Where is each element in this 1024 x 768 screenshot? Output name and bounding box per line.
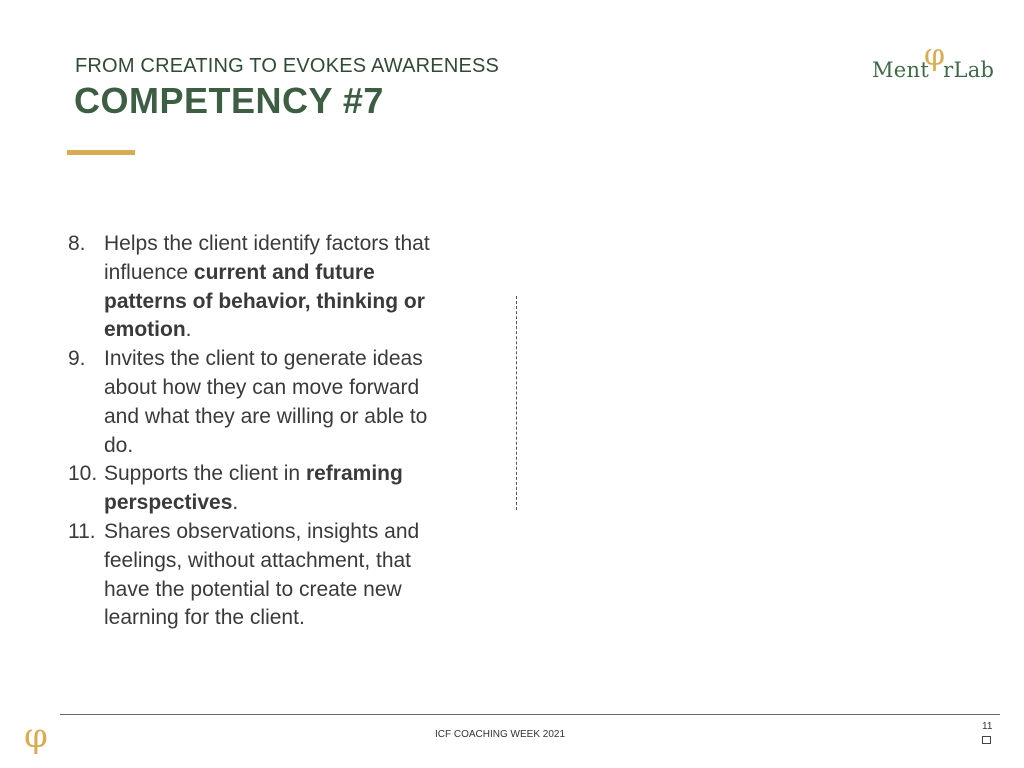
list-item: [68, 345, 458, 460]
list-item-text: Supports the client in: [104, 462, 306, 486]
page-icon: [982, 736, 991, 744]
list-item-text: .: [185, 318, 192, 342]
list-item-number: 10.: [68, 462, 98, 486]
list-item-number: 9.: [68, 347, 86, 371]
footer-event-label: ICF COACHING WEEK 2021: [435, 729, 566, 740]
logo-text-left: Ment: [872, 58, 930, 82]
list-item-bold-text: reframing perspectives: [104, 462, 403, 515]
footer-divider: [60, 714, 1000, 715]
logo-text-right: rLab: [943, 58, 995, 82]
accent-bar: [67, 150, 135, 155]
list-item-bold-text: current and future patterns of behavior, thinking or emotion: [104, 260, 425, 342]
list-item-text: Invites the client to generate ideas about how they can move forward and what they are willing or able to do.: [104, 347, 428, 457]
list-item-number: 8.: [68, 232, 86, 255]
list-item: [68, 460, 458, 518]
list-item-number: 11.: [68, 519, 96, 543]
page-number: 11: [982, 721, 993, 732]
list-item: [68, 230, 458, 345]
list-item-text: Shares observations, insights and feelings, without attachment, that have the potential to create new learning for the client.: [104, 519, 420, 630]
slide-subtitle: FROM CREATING TO EVOKES AWARENESS: [75, 55, 500, 77]
footer-phi-icon: φ: [24, 716, 48, 756]
competency-list: [68, 230, 458, 633]
list-item: [68, 518, 458, 633]
mentorlab-logo: [872, 38, 1002, 88]
list-item-text: Helps the client identify factors that influence: [104, 232, 430, 284]
list-item-text: .: [232, 491, 239, 515]
vertical-divider: [516, 296, 517, 510]
slide-title: COMPETENCY #7: [74, 80, 384, 121]
logo-phi-icon: φ: [924, 38, 946, 73]
